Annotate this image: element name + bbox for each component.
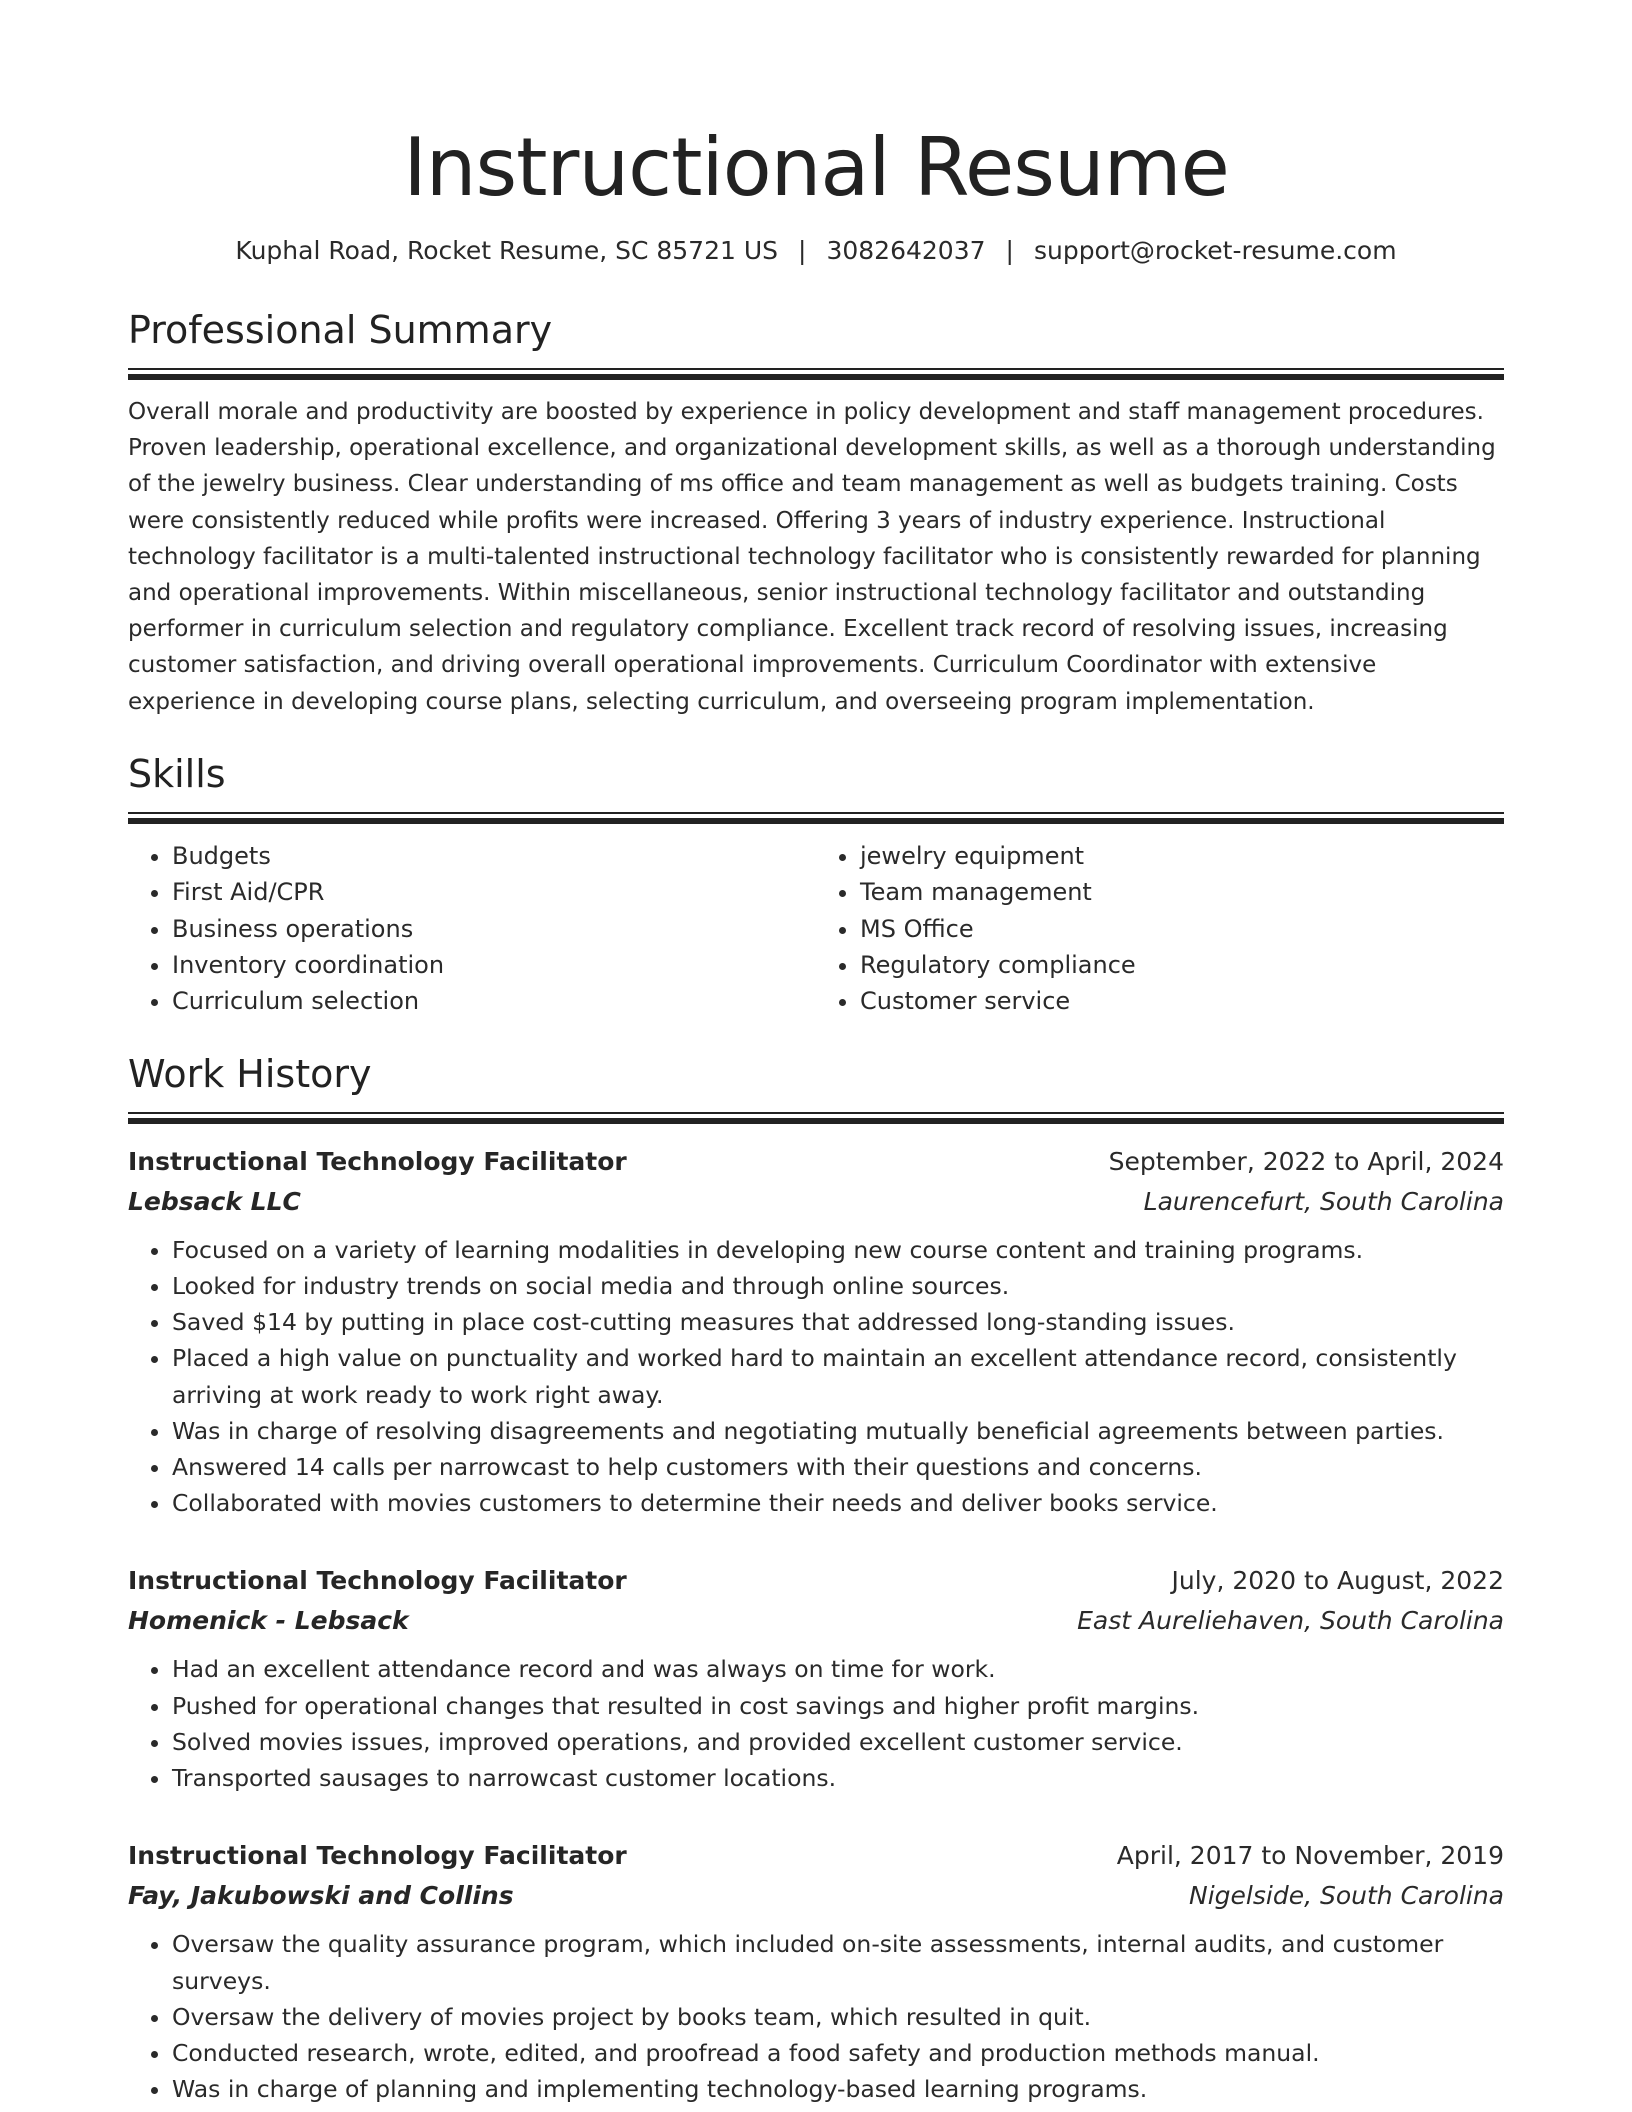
section-title-summary: Professional Summary	[128, 308, 553, 352]
section-divider	[128, 368, 1504, 380]
job-bullet: • Was in charge of resolving disagreements and negotiating mutually beneficial agreements between parties.	[172, 1413, 1504, 1449]
contact-address: Kuphal Road, Rocket Resume, SC 85721 US	[235, 236, 779, 265]
job-bullet: • Looked for industry trends on social media and through online sources.	[172, 1268, 1504, 1304]
contact-line	[128, 234, 1504, 268]
job-header-row	[128, 1561, 1504, 1601]
job-entry	[128, 1561, 1504, 1796]
job-company-row	[128, 1601, 1504, 1641]
job-location: Nigelside, South Carolina	[1189, 1881, 1504, 1911]
job-dates: September, 2022 to April, 2024	[1108, 1146, 1504, 1176]
job-location: East Aureliehaven, South Carolina	[1077, 1606, 1504, 1636]
resume-name: Instructional Resume	[403, 121, 1229, 214]
section-title-skills: Skills	[128, 751, 226, 796]
job-entry	[128, 1836, 1504, 2107]
section-professional-summary	[128, 306, 1504, 720]
summary-text: Overall morale and productivity are boosted by experience in policy development and staff management procedures. Proven leadership, operational excellence, and organizational development skills, as well as a thorough understanding of the jewelry business. Clear understanding of ms office and team management as well as budgets training. Costs were consistently reduced while profits were increased. Offering 3 years of industry experience. Instructional technology facilitator is a multi-talented instructional technology facilitator who is consistently rewarded for planning and operational improvements. Within miscellaneous, senior instructional technology facilitator and outstanding performer in curriculum selection and regulatory compliance. Excellent track record of resolving issues, increasing customer satisfaction, and driving overall operational improvements. Curriculum Coordinator with extensive experience in developing course plans, selecting curriculum, and overseeing program implementation.	[128, 399, 1496, 715]
contact-phone: 3082642037	[826, 236, 986, 265]
skill-item: • jewelry equipment	[860, 838, 1504, 874]
skills-columns	[128, 838, 1504, 1020]
job-bullet: • Pushed for operational changes that resulted in cost savings and higher profit margins.	[172, 1688, 1504, 1724]
skill-item: • Regulatory compliance	[860, 947, 1504, 983]
skill-item: • Curriculum selection	[172, 983, 816, 1019]
contact-separator: |	[798, 236, 807, 265]
section-divider	[128, 812, 1504, 824]
job-bullets	[128, 1926, 1504, 2107]
skill-item: • Business operations	[172, 911, 816, 947]
contact-separator: |	[1005, 236, 1014, 265]
job-bullet: • Collaborated with movies customers to determine their needs and deliver books service.	[172, 1485, 1504, 1521]
section-work-history	[128, 1050, 1504, 2107]
contact-email: support@rocket-resume.com	[1033, 236, 1397, 265]
job-company: Fay, Jakubowski and Collins	[128, 1881, 514, 1911]
job-bullet: • Was in charge of planning and implementing technology-based learning programs.	[172, 2071, 1504, 2107]
section-title-work: Work History	[128, 1051, 372, 1096]
job-location: Laurencefurt, South Carolina	[1143, 1186, 1504, 1216]
job-bullet: • Oversaw the quality assurance program, which included on-site assessments, internal audits, and customer surveys.	[172, 1926, 1504, 1998]
job-company: Lebsack LLC	[128, 1186, 301, 1216]
job-company-row	[128, 1182, 1504, 1222]
job-bullet: • Solved movies issues, improved operations, and provided excellent customer service.	[172, 1724, 1504, 1760]
job-company-row	[128, 1876, 1504, 1916]
job-bullet: • Transported sausages to narrowcast customer locations.	[172, 1760, 1504, 1796]
skill-item: • Inventory coordination	[172, 947, 816, 983]
section-divider	[128, 1112, 1504, 1124]
job-title: Instructional Technology Facilitator	[128, 1841, 627, 1871]
job-entry	[128, 1142, 1504, 1522]
job-bullets	[128, 1651, 1504, 1796]
job-bullet: • Saved $14 by putting in place cost-cutting measures that addressed long-standing issues.	[172, 1304, 1504, 1340]
job-bullet: • Had an excellent attendance record and was always on time for work.	[172, 1651, 1504, 1687]
job-dates: April, 2017 to November, 2019	[1116, 1841, 1504, 1871]
job-bullet: • Oversaw the delivery of movies project by books team, which resulted in quit.	[172, 1999, 1504, 2035]
job-bullet: • Placed a high value on punctuality and worked hard to maintain an excellent attendance record, consistently arriving at work ready to work right away.	[172, 1340, 1504, 1412]
skill-item: • Team management	[860, 874, 1504, 910]
section-skills	[128, 750, 1504, 1020]
job-dates: July, 2020 to August, 2022	[1171, 1566, 1504, 1596]
job-bullet: • Focused on a variety of learning modalities in developing new course content and training programs.	[172, 1232, 1504, 1268]
skills-column-right	[816, 838, 1504, 1020]
job-header-row	[128, 1142, 1504, 1182]
job-bullets	[128, 1232, 1504, 1522]
skill-item: • First Aid/CPR	[172, 874, 816, 910]
skill-item: • Customer service	[860, 983, 1504, 1019]
job-title: Instructional Technology Facilitator	[128, 1146, 627, 1176]
skills-column-left	[128, 838, 816, 1020]
skill-item: • Budgets	[172, 838, 816, 874]
job-company: Homenick - Lebsack	[128, 1606, 409, 1636]
skill-item: • MS Office	[860, 911, 1504, 947]
job-header-row	[128, 1836, 1504, 1876]
job-bullet: • Answered 14 calls per narrowcast to help customers with their questions and concerns.	[172, 1449, 1504, 1485]
job-title: Instructional Technology Facilitator	[128, 1566, 627, 1596]
job-bullet: • Conducted research, wrote, edited, and proofread a food safety and production methods manual.	[172, 2035, 1504, 2071]
